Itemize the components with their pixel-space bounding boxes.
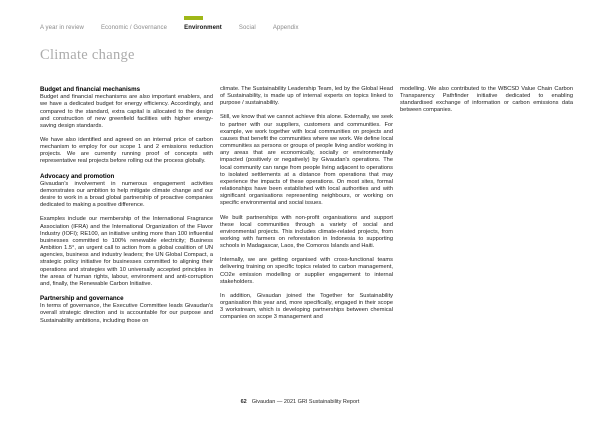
column-3	[400, 86, 573, 325]
paragraph: We built partnerships with non-profit organisations and support these local communities through a variety of social and environmental projects. This includes climate-related projects, from working with farmers on reforestation in Indonesia to supporting schools in Madagascar, Laos, the Comoros Islands and Haiti.	[220, 214, 393, 250]
paragraph: Examples include our membership of the International Fragrance Association (IFRA) and the International Organization of the Flavor Industry (IOFI); RE100, an initiative uniting more than 100 influential businesses committed to 100% renewable electricity; Business Ambition 1.5°, an urgent call to action from a global coalition of UN agencies, business and industry leaders; the UN Global Compact, a strategic policy initiative for businesses committed to aligning their operations and strategies with 10 universally accepted principles in the areas of human rights, labour, environment and anti-corruption and, finally, the Renewable Carbon Initiative.	[40, 216, 213, 287]
nav-item-environment[interactable]	[184, 24, 222, 32]
nav-item-appendix[interactable]: Appendix	[272, 25, 299, 31]
section-nav	[40, 24, 299, 32]
nav-item-a-year-in-review[interactable]: A year in review	[40, 25, 84, 31]
paragraph: In terms of governance, the Executive Committee leads Givaudan's overall strategic direction and is accountable for our purpose and Sustainability ambitions, including those on	[40, 303, 213, 324]
heading-advocacy-promotion: Advocacy and promotion	[40, 172, 115, 180]
column-1	[40, 86, 213, 325]
paragraph: Givaudan's involvement in numerous engagement activities demonstrates our ambition to help mitigate climate change and our desire to work in a broad global partnership of proactive companies dedicated to making a positive difference.	[40, 180, 213, 209]
paragraph: In addition, Givaudan joined the Together for Sustainability organisation this year and, more specifically, engaged in their scope 3 workstream, which is developing partnerships between chemical companies on scope 3 management and	[220, 292, 393, 321]
paragraph: Still, we know that we cannot achieve this alone. Externally, we seek to partner with our suppliers, customers and communities. For example, we work together with local communities on projects and causes that benefit the communities where we work. We define local communities as persons or groups of people living and/or working in any areas that are economically, socially or environmentally impacted (positively or negatively) by Givaudan's operations. The local community can range from people living adjacent to operations to isolated settlements at a distance from operations that may experience the impacts of these operations. On most sites, formal relationships have been established with local authorities and with significant organisations representing neighbours, or working on specific environmental and social issues.	[220, 114, 393, 207]
page-title: Climate change	[40, 47, 135, 63]
article-body	[40, 86, 573, 325]
footer-text: Givaudan — 2021 GRI Sustainability Report	[251, 399, 360, 405]
heading-partnership-governance: Partnership and governance	[40, 295, 124, 302]
paragraph: climate. The Sustainability Leadership Team, led by the Global Head of Sustainability, is made up of internal experts on topics linked to purpose / sustainability.	[220, 86, 393, 107]
paragraph: Budget and financial mechanisms are also important enablers, and we have a dedicated budget for energy efficiency. Accordingly, and compared to the standard, extra capital is allocated to the design and construction of new greenfield facilities with higher energy-saving design standards.	[40, 94, 213, 129]
paragraph: Internally, we are getting organised with cross-functional teams delivering training on specific topics related to carbon management, CO2e emission modelling or supplier engagement to internal stakeholders.	[220, 257, 393, 285]
nav-item-environment-label: Environment	[184, 25, 222, 31]
active-tab-indicator	[184, 16, 203, 20]
paragraph: We have also identified and agreed on an internal price of carbon mechanism to employ for our scope 1 and 2 emissions reduction projects. We are currently running proof of concepts with representative real projects before rolling out the process globally.	[40, 136, 213, 165]
column-2	[220, 86, 393, 325]
nav-item-social[interactable]: Social	[238, 25, 256, 31]
paragraph: modelling. We also contributed to the WBCSD Value Chain Carbon Transparency Pathfinder initiative dedicated to enabling standardised exchange of information or carbon emissions data between companies.	[400, 86, 573, 114]
heading-budget-financial-mechanisms: Budget and financial mechanisms	[40, 86, 141, 93]
page-number: 62	[240, 399, 247, 405]
page-footer	[0, 399, 600, 406]
nav-item-economic-governance[interactable]: Economic / Governance	[100, 25, 168, 31]
